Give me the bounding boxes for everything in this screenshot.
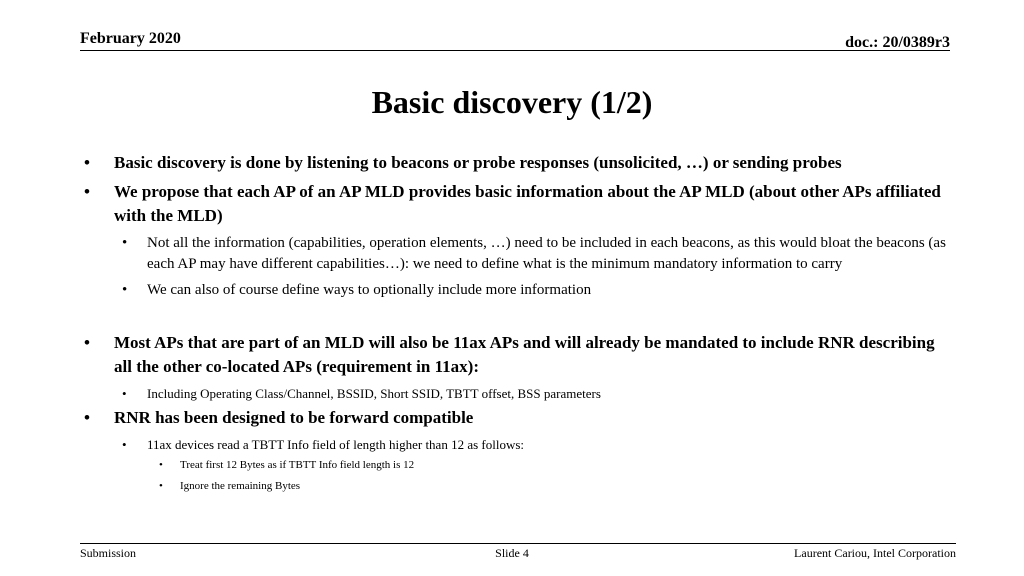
bullet-dot: • [159, 480, 163, 492]
bullet-dot: • [159, 459, 163, 471]
bullet-text: We can also of course define ways to optionally include more information [147, 282, 592, 298]
header-doc-id: doc.: 20/0389r3 [845, 34, 950, 51]
bullet-dot: • [122, 235, 128, 251]
slide-title: Basic discovery (1/2) [371, 84, 653, 120]
bullet-text: 11ax devices read a TBTT Info field of length higher than 12 as follows: [147, 437, 525, 452]
bullet-text: Not all the information (capabilities, operation elements, …) need to be included in each beacons, as this would bloat the beacons (as each AP may have different capabilities…): we need to define what is the minimum mandatory information to carry [147, 235, 946, 272]
header-date: February 2020 [80, 30, 181, 47]
spacer [84, 306, 954, 331]
bullet-rnr-11ax [84, 331, 954, 379]
bullet-ap-mld-proposal [84, 180, 954, 228]
bullet-text: Ignore the remaining Bytes [180, 480, 301, 492]
footer-slide-number: Slide 4 [495, 546, 529, 560]
bullet-dot: • [122, 386, 127, 401]
sub-bullet-optional-info [84, 280, 954, 301]
bullet-text: RNR has been designed to be forward compatible [114, 408, 474, 427]
footer-submission: Submission [80, 546, 137, 560]
bullet-basic-discovery [84, 151, 954, 175]
sub-sub-bullet-first-12-bytes [84, 457, 954, 473]
footer-author: Laurent Cariou, Intel Corporation [794, 546, 956, 560]
bullet-text: We propose that each AP of an AP MLD provides basic information about the AP MLD (about other APs affiliated with the MLD) [114, 182, 941, 225]
bullet-dot: • [122, 282, 128, 298]
bullet-dot: • [84, 182, 90, 201]
bullet-text: Basic discovery is done by listening to beacons or probe responses (unsolicited, …) or sending probes [114, 153, 842, 172]
bullet-text: Most APs that are part of an MLD will also be 11ax APs and will already be mandated to include RNR describing all the other co-located APs (requirement in 11ax): [114, 333, 935, 376]
sub-bullet-tbtt-info [84, 435, 954, 454]
bullet-dot: • [84, 333, 90, 352]
bullet-dot: • [122, 437, 127, 452]
bullet-text: Including Operating Class/Channel, BSSID, Short SSID, TBTT offset, BSS parameters [147, 386, 601, 401]
bullet-dot: • [84, 153, 90, 172]
slide-body [84, 151, 954, 499]
sub-bullet-minimum-info [84, 233, 954, 275]
header-divider [80, 50, 950, 51]
sub-sub-bullet-ignore-bytes [84, 478, 954, 494]
bullet-rnr-forward-compatible [84, 406, 954, 430]
bullet-dot: • [84, 408, 90, 427]
sub-bullet-rnr-fields [84, 384, 954, 403]
footer-divider [80, 543, 956, 544]
bullet-text: Treat first 12 Bytes as if TBTT Info field length is 12 [180, 459, 415, 471]
